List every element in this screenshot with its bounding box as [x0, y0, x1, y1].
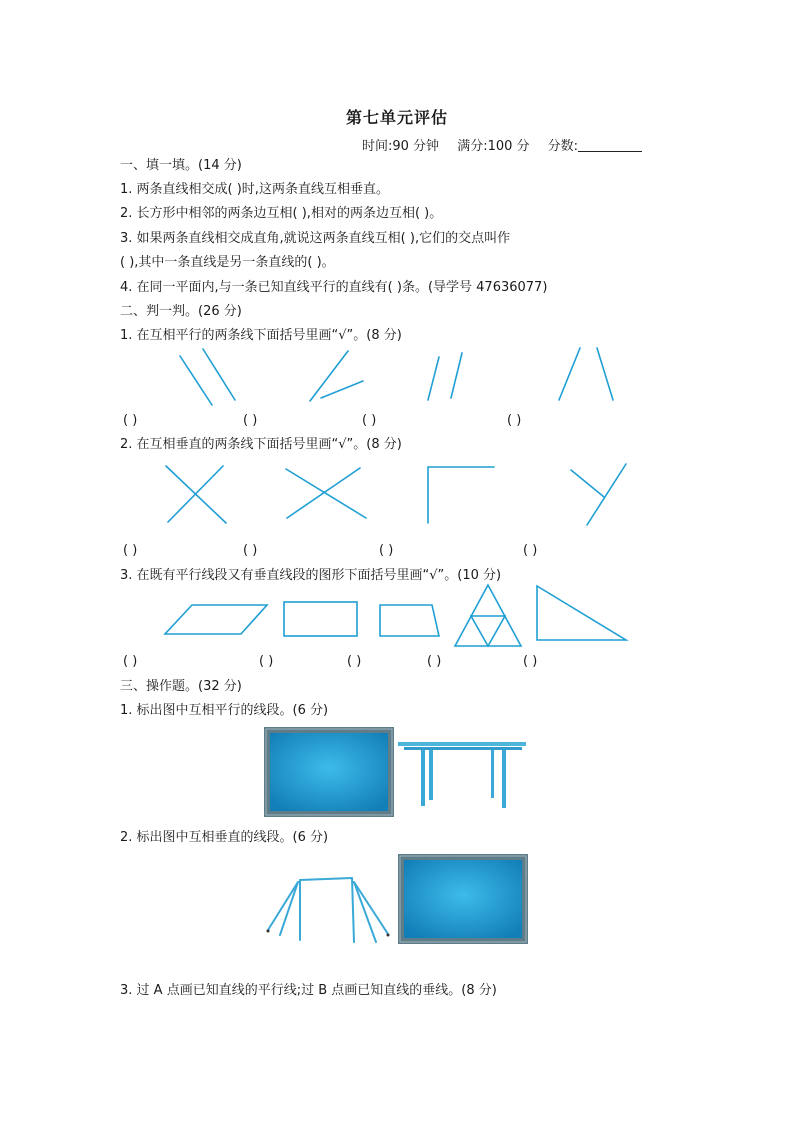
answer-bracket[interactable]: ( ) [362, 413, 377, 428]
question-3-3: 3. 过 A 点画已知直线的平行线;过 B 点画已知直线的垂线。(8 分) [120, 983, 497, 998]
q2-2-figures [166, 464, 626, 525]
swing-image [262, 872, 392, 947]
answer-bracket[interactable]: ( ) [427, 654, 442, 669]
inner-triangle [471, 616, 505, 646]
q2-3-figures [165, 585, 626, 646]
answer-bracket[interactable]: ( ) [123, 413, 138, 428]
answer-bracket[interactable]: ( ) [259, 654, 274, 669]
figure-line [428, 357, 439, 400]
question-3-2: 2. 标出图中互相垂直的线段。(6 分) [120, 830, 329, 845]
figure-line [180, 356, 212, 405]
question-2-2: 2. 在互相垂直的两条线下面括号里画“√”。(8 分) [120, 437, 402, 452]
answer-bracket[interactable]: ( ) [123, 654, 138, 669]
rectangle [284, 602, 357, 636]
answer-bracket[interactable]: ( ) [347, 654, 362, 669]
question-1-2: 2. 长方形中相邻的两条边互相( ),相对的两条边互相( )。 [120, 206, 443, 221]
answer-bracket[interactable]: ( ) [523, 654, 538, 669]
question-1-4: 4. 在同一平面内,与一条已知直线平行的直线有( )条。(导学号 47636077) [120, 280, 548, 295]
answer-bracket[interactable]: ( ) [379, 543, 394, 558]
figure-line [203, 349, 235, 400]
answer-bracket[interactable]: ( ) [523, 543, 538, 558]
question-1-3b: ( ),其中一条直线是另一条直线的( )。 [120, 255, 335, 270]
answer-bracket[interactable]: ( ) [123, 543, 138, 558]
figure-line [597, 348, 613, 400]
figure-line [168, 466, 223, 522]
board-surface [270, 733, 388, 811]
right-triangle [537, 586, 626, 640]
blackboard-image [264, 727, 394, 817]
figure-line [571, 470, 604, 497]
table-image [396, 740, 528, 810]
figure-line [587, 464, 626, 525]
board-surface [404, 860, 522, 938]
q2-1-figures [180, 348, 613, 405]
question-3-1: 1. 标出图中互相平行的线段。(6 分) [120, 703, 329, 718]
question-2-1: 1. 在互相平行的两条线下面括号里画“√”。(8 分) [120, 328, 402, 343]
figure-line [451, 353, 462, 398]
page-title: 第七单元评估 [345, 108, 448, 127]
section-3-heading: 三、操作题。(32 分) [120, 679, 242, 694]
blackboard-image [398, 854, 528, 944]
answer-bracket[interactable]: ( ) [243, 543, 258, 558]
full-score: 满分:100 分 [457, 139, 530, 154]
score-label: 分数: [547, 139, 579, 154]
section-1-heading: 一、填一填。(14 分) [120, 158, 242, 173]
trapezoid [380, 605, 439, 636]
answer-bracket[interactable]: ( ) [507, 413, 522, 428]
section-2-heading: 二、判一判。(26 分) [120, 304, 242, 319]
figure-line [559, 348, 580, 400]
figure-line [321, 381, 363, 398]
question-2-3: 3. 在既有平行线段又有垂直线段的图形下面括号里画“√”。(10 分) [120, 568, 502, 583]
time-limit: 时间:90 分钟 [362, 139, 440, 154]
question-1-3a: 3. 如果两条直线相交成直角,就说这两条直线互相( ),它们的交点叫作 [120, 231, 511, 246]
question-1-1: 1. 两条直线相交成( )时,这两条直线互相垂直。 [120, 182, 389, 197]
answer-bracket[interactable]: ( ) [243, 413, 258, 428]
parallelogram [165, 605, 267, 634]
figure-line [310, 351, 348, 401]
